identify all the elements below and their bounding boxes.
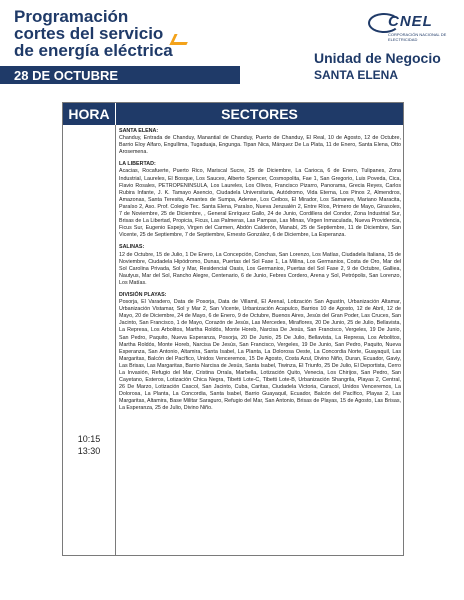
column-divider bbox=[115, 125, 116, 555]
hour-cell bbox=[63, 433, 115, 457]
sector-list: Chanduy, Entrada de Chanduy, Manantial de Chanduy, Puerto de Chanduy, El Real, 10 de Agosto, 12 de Octubre, Barrio Eloy Alfaro, Engullima, Tugaduaja, Engunga. Tipan Nica, Márquez De La Plata, 11 de Enero, Santa Elena, Otto Arosemena. bbox=[119, 135, 401, 156]
hour-start: 10:15 bbox=[77, 434, 101, 444]
logo-subtitle: CORPORACIÓN NACIONAL DE ELECTRICIDAD bbox=[388, 32, 447, 42]
page-header bbox=[0, 0, 464, 92]
title-line-1: Programación bbox=[14, 7, 129, 26]
sector-heading: SANTA ELENA: bbox=[119, 128, 159, 134]
hour-end: 13:30 bbox=[77, 446, 101, 456]
business-unit-title: Unidad de Negocio bbox=[314, 50, 441, 66]
sector-list: Posorja, El Varadero, Data de Posorja, Data de Villamil, El Arenal, Lotización San Agustín, Urbanización Altamar, Urbanización Vistamar, Sol y Mar 2, San Vicente, Urbanización Acapulco, Barrios 10 de Agosto, 12 de Abril, 12 de Mayo, 20 de Diciembre, 24 de Mayo, 6 de Enero, 9 de Octubre, Buenos Aires, Jesús del Gran Poder, Las Cruces, San Jacinto, San Francisco, 1 de Mayo, Corazón de Jesús, Las Mercedes, Miraflores, 20 De Junio, 25 de Julio, Bellavista, La Represa, Los Arbolitos, Martha Roldós, Monte Horeb, Narcisa De Jesús, San Francisco, Vergeles, 19 De Junio, San Pedro, Paquito, Nueva Esperanza, Posorja, 20 De Junio, 25 De Julio, Bellavista, La Represa, Los Arbolitos, Martha Roldós, Monte Horeb, Narcisa De Jesús, San Francisco, Vergeles, 19 De Junio, San Pedro, Paquito, Nueva Esperanza, San Antonio, Altamira, Santa Isabel, La Planta, La Dolorosa Oeste, La Concordia Norte, Guayaquil, Las Margaritas, Balcón del Pacífico, Unidos Venceremos, 15 De Agosto, Costa Azul, Divino Niño, Duran, Ecuador, Gaviy, Las Brisas, Las Margaritas, Barrio Narcisa de Jesús, Santa Isabel, Tiwinza, El Triunfo, 25 De Julio, El Deportista, Cerro La Invasión, Refugio del Mar, Cristina Orrala, Marbella, Lotización Quito, Venecia, Los Chirijos, San Pedro, San Cayetano, Esteros, Lotización Chica Negra, Tibetti Lote-C, Tibetti Lote-B, Urbanización Shangrila, Playas 2, Central, 26 De Marzo, Lotización Cascol, San Jacinto, Cuba, Caritas, Ciudadela Victoria, Caracol, Unidos Venceremos, La Dolorosa, La Planta, La Concordia, Santa Isabel, Barrio Guayaquil, Ecuador, Balcón del Pacífico, Playas 2, Las Margaritas, Altamira, Base Militar Saraguro, Refugio del Mar, San Antonio, Brisas de Playas, 15 de Agosto, Las Brisas, La Esperanza, 25 de Julio, Divino Niño. bbox=[119, 299, 401, 412]
sector-list: Acacias, Rocafuerte, Puerto Rico, Mariscal Sucre, 25 de Diciembre, La Carioca, 6 de Enero, Tulipanes, Zona Industrial, Laureles, El Bosque, Los Sauces, Alberto Spencer, Cosmopolita, Fae 1, San Gregorio, Luis Poveda, Cica, Flavio Rosales, PETROPENINSULA, Los Laureles, Los Olivos, Francisco Pizarro, Panorama, Grecia Reyes, Carlos Rubira Infante, J. K. Tamayo Asencio, Ciudadela Universitaria, Autódromo, Vida Eterna, Los Pinos 2, Almendros, Amazonas, Santa Teresita, Amantes de Sumpa, Adense, Los Ceibos, El Mirador, Los Samanes, Mariano Maracita, Paraíso 2, Aso. Prof. Colegio Tec. Santa Elena, Paraíso, Nueva Jerusalén 2, Entre Ríos, Primero de Mayo, Girasoles, 7 de Noviembre, 25 de Diciembre, , General Enríquez Gallo, 24 de Junio, Cordillera del Condor, Zona Industrial Sur, Brisas de La Libertad, Propicia, Ficus, Las Palmeras, Las Pampas, Las Minas, Virgen Inmaculada, Nueva Providencia, Ficus Sur, Eugenio Espejo, Virgen del Carmen, Abdón Calderón, Manabí, 25 de Septiembre, 11 de Diciembre, San Vicente, 25 de Septiembre, 7 de Septiembre, Ernesto González, 6 de Diciembre, La Esperanza. bbox=[119, 168, 401, 239]
sector-heading: DIVISIÓN PLAYAS: bbox=[119, 291, 167, 298]
cnel-logo bbox=[368, 12, 454, 42]
title-line-2: cortes del servicio bbox=[14, 24, 164, 43]
sector-block-la-libertad bbox=[119, 161, 401, 239]
sector-block-santa-elena bbox=[119, 128, 401, 156]
accent-check-icon bbox=[169, 34, 191, 45]
logo-wordmark: CNEL bbox=[388, 13, 433, 30]
business-unit-name: SANTA ELENA bbox=[314, 68, 398, 82]
sector-heading: SALINAS: bbox=[119, 244, 145, 251]
sector-block-salinas bbox=[119, 244, 401, 287]
page-title bbox=[14, 8, 173, 59]
column-header-hora: HORA bbox=[63, 103, 116, 125]
column-header-sectores: SECTORES bbox=[116, 103, 403, 125]
sector-heading: LA LIBERTAD: bbox=[119, 161, 156, 168]
schedule-table bbox=[62, 102, 404, 556]
title-line-3: de energía eléctrica bbox=[14, 41, 173, 60]
sector-list: 12 de Octubre, 15 de Julio, 1 De Enero, La Concepción, Conchas, San Lorenzo, Los Matías, Ciudadela Italiana, 15 de Noviembre, Ciudadela Hipódromo, Dunas, Puertas del Sol Fase 1, La Milina, Los Germanios, Costa de Oro, Mar del Sol Carolina Privada, Sol y Mar, Residencial Oasis, Los Germanios, Puertas del Sol Fase 2, 9 de Octubre, Galliea, Nautyus, Mar del Sol, Rancho Alegre, Centenario, 6 de Junio, Febres Cordero, Arena y Sol, Petrópolis, San Lorenzo, Los Matías. bbox=[119, 251, 401, 286]
sector-block-division-playas bbox=[119, 292, 401, 413]
date-label: 28 DE OCTUBRE bbox=[14, 68, 119, 83]
sectors-cell bbox=[119, 128, 401, 418]
